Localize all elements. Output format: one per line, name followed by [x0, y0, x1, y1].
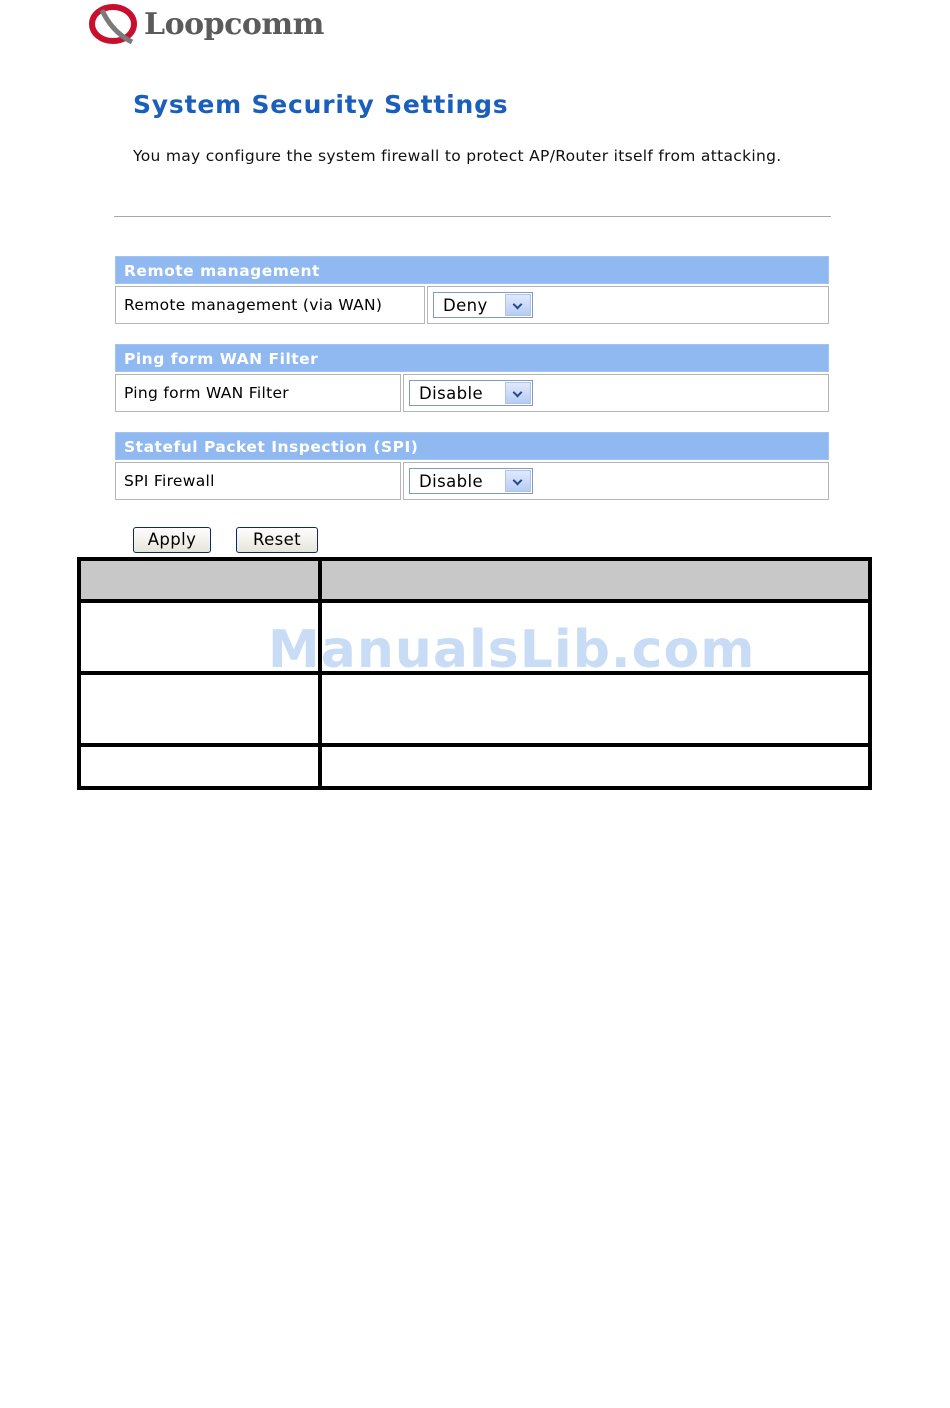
section-header-spi: Stateful Packet Inspection (SPI) — [115, 432, 829, 460]
apply-button[interactable]: Apply — [133, 527, 211, 553]
watermark: ManualsLib.com — [268, 620, 756, 680]
chevron-down-icon[interactable] — [505, 470, 531, 492]
ping-wan-filter-selected-value: Disable — [419, 384, 484, 403]
ping-wan-filter-label: Ping form WAN Filter — [115, 374, 401, 412]
loopcomm-logo — [88, 2, 328, 46]
divider — [114, 216, 831, 217]
remote-management-section — [115, 256, 829, 324]
brand-name: Loopcomm — [144, 7, 324, 42]
spi-firewall-value-cell — [403, 462, 829, 500]
section-header-ping-wan-filter: Ping form WAN Filter — [115, 344, 829, 372]
remote-management-value-cell — [427, 286, 829, 324]
spi-firewall-row — [115, 462, 829, 500]
ping-wan-filter-select[interactable] — [409, 380, 533, 406]
loopcomm-logo-icon — [88, 2, 142, 46]
ping-wan-filter-section — [115, 344, 829, 412]
page-title: System Security Settings — [133, 90, 509, 119]
remote-management-select[interactable] — [433, 292, 533, 318]
chevron-down-icon[interactable] — [505, 294, 531, 316]
section-header-remote-management: Remote management — [115, 256, 829, 284]
ping-wan-filter-value-cell — [403, 374, 829, 412]
page-description: You may configure the system firewall to protect AP/Router itself from attacking. — [133, 147, 782, 165]
reset-button[interactable]: Reset — [236, 527, 318, 553]
remote-management-selected-value: Deny — [443, 296, 488, 315]
spi-firewall-label: SPI Firewall — [115, 462, 401, 500]
remote-management-row — [115, 286, 829, 324]
ping-wan-filter-row — [115, 374, 829, 412]
spi-section — [115, 432, 829, 500]
spi-firewall-select[interactable] — [409, 468, 533, 494]
spi-firewall-selected-value: Disable — [419, 472, 484, 491]
chevron-down-icon[interactable] — [505, 382, 531, 404]
remote-management-label: Remote management (via WAN) — [115, 286, 425, 324]
